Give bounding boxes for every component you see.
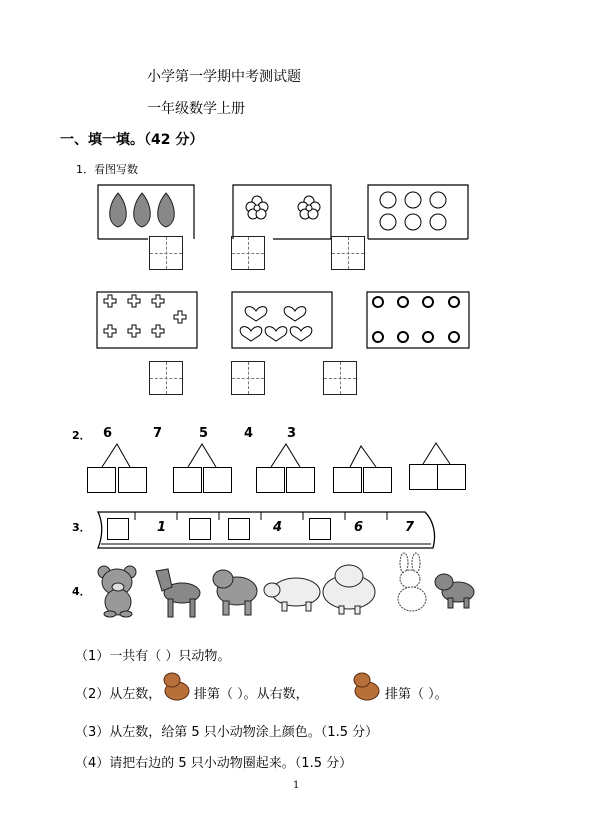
sub-question-2-a: （2）从左数， — [75, 687, 162, 702]
number-node: 5 — [199, 426, 209, 441]
ruler-number: 1 — [157, 520, 167, 535]
sub-question-4: （4）请把右边的 5 只小动物圈起来。（1.5 分） — [75, 756, 353, 771]
ruler-answer-box[interactable] — [228, 518, 250, 540]
number-bond-box[interactable] — [256, 467, 285, 493]
question-3-label: 3． — [72, 521, 91, 534]
ruler-number: 6 — [354, 520, 364, 535]
page-title: 小学第一学期中考测试题 — [147, 69, 301, 85]
number-bond-box[interactable] — [363, 467, 392, 493]
number-bond-box[interactable] — [333, 467, 362, 493]
cat-icon — [350, 669, 384, 705]
number-bond-box[interactable] — [173, 467, 202, 493]
question-4-label: 4． — [72, 585, 91, 598]
ruler-answer-box[interactable] — [189, 518, 211, 540]
sub-question-3: （3）从左数，给第 5 只小动物涂上颜色。（1.5 分） — [75, 725, 379, 740]
ruler-number: 7 — [405, 520, 415, 535]
number-node: 6 — [103, 426, 113, 441]
number-node: 3 — [287, 426, 297, 441]
pig-icon[interactable] — [262, 572, 326, 614]
number-bond-box[interactable] — [286, 467, 315, 493]
number-bond-box[interactable] — [203, 467, 232, 493]
dog-icon[interactable] — [432, 570, 478, 610]
ruler-answer-box[interactable] — [107, 518, 129, 540]
horse-icon[interactable] — [148, 565, 206, 619]
bear-icon[interactable] — [94, 562, 142, 618]
page-number: 1 — [293, 780, 300, 791]
sub-question-1: （1）一共有（ ）只动物。 — [75, 649, 231, 664]
cat-icon — [160, 669, 194, 705]
question-2-label: 2． — [72, 429, 91, 442]
rabbit-icon[interactable] — [386, 553, 438, 615]
ruler-number: 4 — [273, 520, 283, 535]
question-1-label: 1．看图写数 — [76, 163, 138, 176]
number-bond-box[interactable] — [87, 467, 116, 493]
number-bond-box[interactable] — [409, 464, 438, 490]
page-subtitle: 一年级数学上册 — [147, 101, 245, 117]
ruler-answer-box[interactable] — [309, 518, 331, 540]
number-bond-box[interactable] — [437, 464, 466, 490]
sheep-icon[interactable] — [319, 562, 379, 616]
cow-icon[interactable] — [207, 563, 263, 617]
number-node: 7 — [153, 426, 163, 441]
sub-question-2-c: 排第（ ）。 — [385, 687, 448, 702]
number-node: 4 — [244, 426, 254, 441]
number-bond-box[interactable] — [118, 467, 147, 493]
number-ruler — [95, 508, 445, 552]
section-heading: 一、填一填。（42 分） — [60, 132, 204, 148]
sub-question-2-b: 排第（ ）。从右数， — [194, 687, 309, 702]
